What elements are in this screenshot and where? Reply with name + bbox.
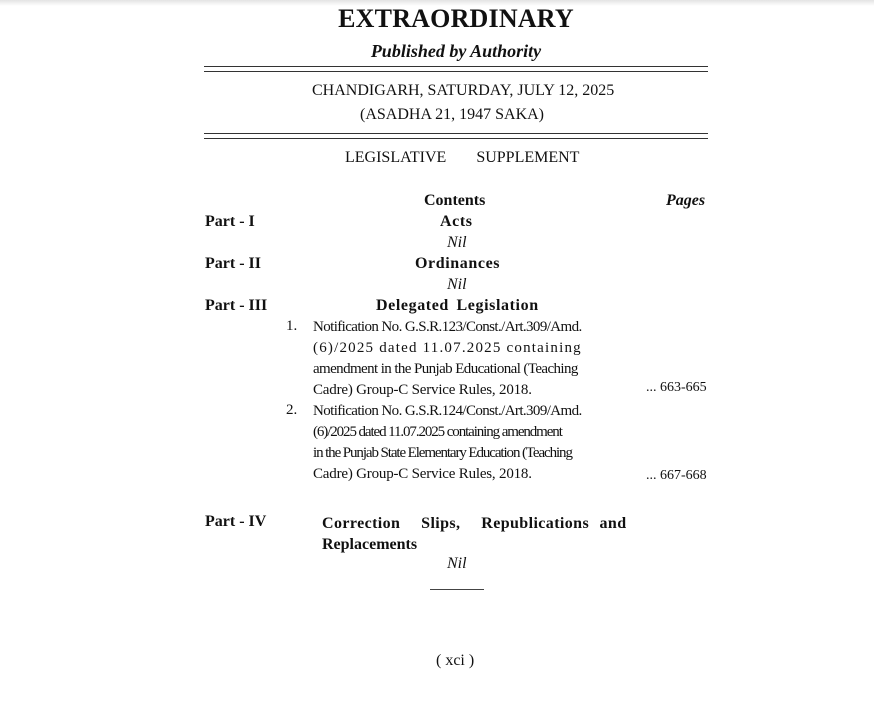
item-1-line: amendment in the Punjab Educational (Teaching — [313, 361, 578, 377]
part-1-label: Part - I — [205, 213, 255, 230]
pages-heading: Pages — [666, 192, 706, 209]
contents-heading: Contents — [424, 192, 486, 209]
part-1-title: Acts — [440, 213, 473, 230]
page-folio: ( xci ) — [436, 652, 475, 669]
part-2-title: Ordinances — [415, 255, 501, 272]
item-1-text — [313, 317, 603, 401]
part-3-title: Delegated Legislation — [376, 297, 539, 314]
part-4-label: Part - IV — [205, 513, 267, 530]
part-4-title-line: Correction Slips, Republications and — [322, 515, 627, 532]
double-rule-top — [204, 66, 708, 72]
gazette-subtitle: Published by Authority — [370, 41, 542, 61]
item-1-line: (6)/2025 dated 11.07.2025 containing — [313, 340, 582, 356]
part-2-label: Part - II — [205, 255, 261, 272]
item-1-line: Notification No. G.S.R.123/Const./Art.309/Amd. — [313, 319, 582, 335]
part-3-label: Part - III — [205, 297, 268, 314]
item-2-number: 2. — [286, 402, 298, 418]
item-2-line: in the Punjab State Elementary Education (Teaching — [313, 445, 572, 461]
item-1-number: 1. — [286, 318, 298, 334]
item-2-pages: ... 667-668 — [646, 468, 707, 483]
part-4-title-line: Replacements — [322, 536, 418, 553]
double-rule-bottom — [204, 133, 708, 139]
part-4-title — [322, 513, 627, 555]
item-1-pages: ... 663-665 — [646, 380, 707, 395]
item-1-line: Cadre) Group-C Service Rules, 2018. — [313, 382, 532, 398]
item-2-line: (6)/2025 dated 11.07.2025 containing amendment — [313, 424, 562, 440]
part-1-nil: Nil — [447, 234, 467, 251]
saka-date: (ASADHA 21, 1947 SAKA) — [360, 106, 545, 123]
item-2-line: Cadre) Group-C Service Rules, 2018. — [313, 466, 532, 482]
part-4-nil: Nil — [447, 555, 467, 572]
dateline: CHANDIGARH, SATURDAY, JULY 12, 2025 — [312, 82, 615, 99]
supplement-heading: LEGISLATIVE SUPPLEMENT — [345, 149, 580, 166]
end-rule — [430, 589, 484, 590]
item-2-text — [313, 401, 603, 485]
gazette-title: EXTRAORDINARY — [338, 4, 574, 33]
item-2-line: Notification No. G.S.R.124/Const./Art.309/Amd. — [313, 403, 582, 419]
part-2-nil: Nil — [447, 276, 467, 293]
